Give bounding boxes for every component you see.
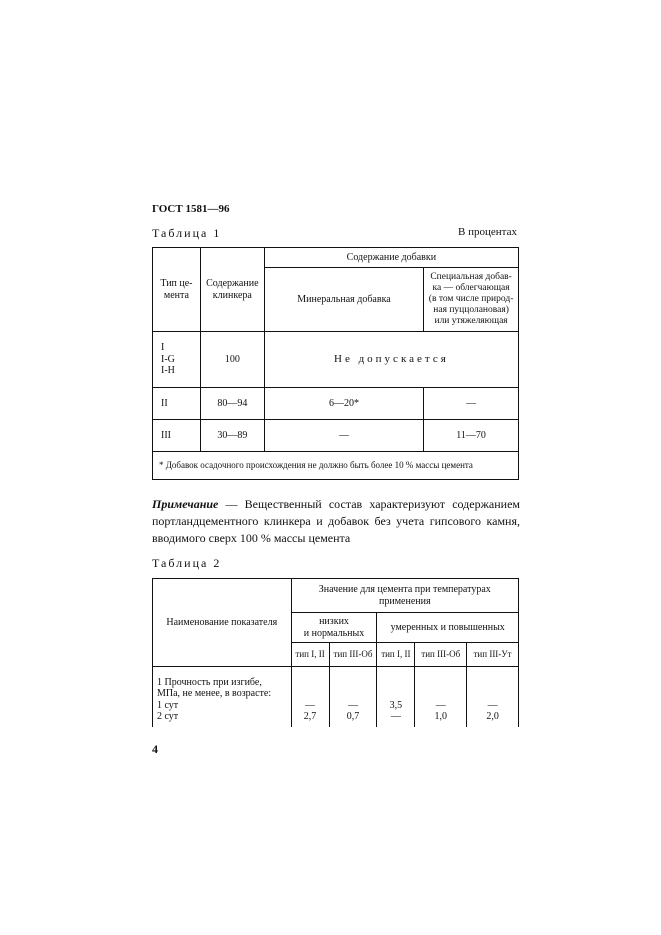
table1-header-mineral: Минеральная добавка [264,268,423,332]
table1-header-special: Специальная добав- ка — облегчающая (в том числе природ- ная пуццолановая) или утяжеляющая [424,268,519,332]
table2-row1-c1: — 2,7 [291,667,329,727]
table1-row1-clinker: 100 [200,332,264,388]
table2-row1-label: 1 Прочность при изгибе, МПа, не менее, в возрасте: 1 сут 2 сут [153,667,292,727]
table2-sub-1: тип I, II [291,643,329,667]
table2-header-value: Значение для цемента при температурах применения [291,579,518,613]
table2-header-low: низких и нормальных [291,613,377,643]
note-text: — Вещественный состав характеризуют содержанием портландцементного клинкера и добавок без учета гипсового камня, вводимого сверх 100 % массы цемента [152,497,520,545]
table1 [152,247,519,480]
table2-sub-2: тип III-Об [329,643,377,667]
table1-row3-mineral: — [264,420,423,452]
table1-header-clinker: Содержание клинкера [200,248,264,332]
table1-caption: Таблица 1 [152,226,222,240]
table2-header-indicator: Наименование показателя [153,579,292,667]
table2-caption: Таблица 2 [152,556,222,570]
table1-row2-type: II [153,388,201,420]
table1-row1-merged: Не допускается [264,332,518,388]
table2-sub-4: тип III-Об [415,643,467,667]
document-id: ГОСТ 1581—96 [152,203,230,215]
table1-row3-special: 11—70 [424,420,519,452]
table1-header-additive: Содержание добавки [264,248,518,268]
table1-row2-special: — [424,388,519,420]
table2-row1-c4: — 1,0 [415,667,467,727]
table2-row1-c2: — 0,7 [329,667,377,727]
table2 [152,578,519,727]
table2-header-high: умеренных и повышенных [377,613,519,643]
table1-row1-type: I I-G I-H [153,332,201,388]
table2-sub-5: тип III-Ут [467,643,519,667]
table1-footnote: * Добавок осадочного происхождения не должно быть более 10 % массы цемента [153,452,519,480]
note-paragraph [152,496,520,547]
table2-row1-c5: — 2,0 [467,667,519,727]
table1-row3-clinker: 30—89 [200,420,264,452]
table1-row3-type: III [153,420,201,452]
page-number: 4 [152,742,158,756]
table1-header-type: Тип це- мента [153,248,201,332]
table2-sub-3: тип I, II [377,643,415,667]
note-label: Примечание [152,497,219,511]
table1-row2-clinker: 80—94 [200,388,264,420]
table2-row1-c3: 3,5 — [377,667,415,727]
table1-row2-mineral: 6—20* [264,388,423,420]
table1-unit: В процентах [458,226,517,238]
